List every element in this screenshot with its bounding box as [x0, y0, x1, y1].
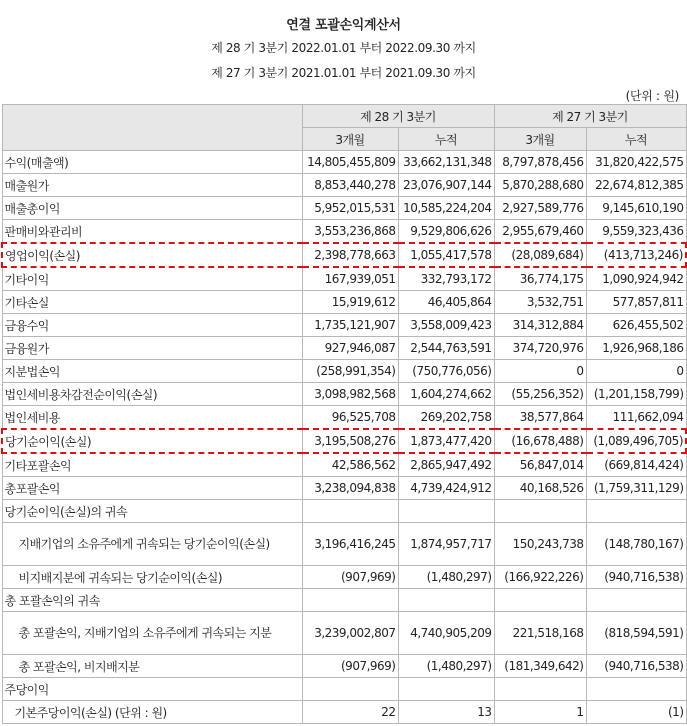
cell-prior-cum: (1,759,311,129): [586, 477, 686, 500]
row-label: 비지배지분에 귀속되는 당기순이익(손실): [2, 566, 302, 589]
row-income-tax: [2, 406, 686, 430]
cell-current-cum: 2,865,947,492: [398, 453, 494, 477]
row-label: 지배기업의 소유주에게 귀속되는 당기순이익(손실): [2, 523, 302, 566]
row-net-income-attribution-header: [2, 500, 686, 523]
row-label: 총포괄손익: [2, 477, 302, 500]
cell-prior-cum: [586, 678, 686, 701]
cell-prior-cum: 22,674,812,385: [586, 174, 686, 197]
row-total-comprehensive-owners: [2, 612, 686, 655]
row-total-comprehensive-nci: [2, 655, 686, 678]
row-other-gains: [2, 267, 686, 291]
cell-prior-cum: (940,716,538): [586, 566, 686, 589]
cell-prior-cum: (669,814,424): [586, 453, 686, 477]
cell-prior-3m: 0: [494, 360, 586, 383]
cell-current-cum: 1,604,274,662: [398, 383, 494, 406]
cell-prior-cum: 0: [586, 360, 686, 383]
cell-current-cum: 23,076,907,144: [398, 174, 494, 197]
cell-prior-3m: 314,312,884: [494, 314, 586, 337]
cell-current-cum: 33,662,131,348: [398, 151, 494, 174]
cell-prior-3m: 2,955,679,460: [494, 220, 586, 244]
cell-prior-3m: 8,797,878,456: [494, 151, 586, 174]
cell-prior-3m: 2,927,589,776: [494, 197, 586, 220]
cell-prior-3m: 1: [494, 701, 586, 724]
cell-current-3m: 22: [302, 701, 398, 724]
cell-prior-cum: 111,662,094: [586, 406, 686, 430]
cell-current-3m: 15,919,612: [302, 291, 398, 314]
row-label: 기본주당이익(손실) (단위 : 원): [2, 701, 302, 724]
cell-current-3m: (258,991,354): [302, 360, 398, 383]
cell-current-3m: 42,586,562: [302, 453, 398, 477]
row-label: 지분법손익: [2, 360, 302, 383]
cell-current-cum: (750,776,056): [398, 360, 494, 383]
cell-current-3m: 167,939,051: [302, 267, 398, 291]
cell-prior-cum: 626,455,502: [586, 314, 686, 337]
period-prior: 제 27 기 3분기 2021.01.01 부터 2021.09.30 까지: [211, 66, 476, 80]
cell-current-3m: [302, 589, 398, 612]
cell-prior-cum: 1,926,968,186: [586, 337, 686, 360]
cell-prior-3m: (166,922,226): [494, 566, 586, 589]
row-cost-of-sales: [2, 174, 686, 197]
row-net-income-nci: [2, 566, 686, 589]
row-label: 기타이익: [2, 267, 302, 291]
income-statement-table: [1, 104, 687, 724]
col-current-3m: 3개월: [302, 128, 398, 151]
cell-current-cum: 1,873,477,420: [398, 429, 494, 453]
cell-current-cum: 269,202,758: [398, 406, 494, 430]
row-total-comprehensive: [2, 477, 686, 500]
cell-prior-cum: 31,820,422,575: [586, 151, 686, 174]
cell-current-cum: 4,740,905,209: [398, 612, 494, 655]
cell-current-3m: 3,553,236,868: [302, 220, 398, 244]
cell-prior-cum: (1,201,158,799): [586, 383, 686, 406]
cell-current-3m: 3,196,416,245: [302, 523, 398, 566]
statement-header: [0, 0, 687, 104]
cell-prior-3m: 3,532,751: [494, 291, 586, 314]
cell-prior-3m: (181,349,642): [494, 655, 586, 678]
row-oci: [2, 453, 686, 477]
cell-current-3m: 8,853,440,278: [302, 174, 398, 197]
cell-prior-3m: 5,870,288,680: [494, 174, 586, 197]
unit-label: (단위 : 원): [625, 89, 679, 103]
cell-current-3m: [302, 500, 398, 523]
cell-current-cum: (1,480,297): [398, 655, 494, 678]
row-net-income-owners: [2, 523, 686, 566]
col-prior-3m: 3개월: [494, 128, 586, 151]
row-total-comprehensive-attribution-header: [2, 589, 686, 612]
cell-current-cum: [398, 589, 494, 612]
row-gross-profit: [2, 197, 686, 220]
col-group-prior: 제 27 기 3분기: [494, 105, 686, 128]
row-label: 법인세비용차감전순이익(손실): [2, 383, 302, 406]
cell-prior-3m: [494, 589, 586, 612]
row-net-income-highlighted: [2, 429, 686, 453]
cell-current-cum: 4,739,424,912: [398, 477, 494, 500]
row-eps-header: [2, 678, 686, 701]
cell-current-cum: (1,480,297): [398, 566, 494, 589]
row-basic-eps: [2, 701, 686, 724]
row-label: 금융수익: [2, 314, 302, 337]
cell-current-3m: 14,805,455,809: [302, 151, 398, 174]
cell-prior-cum: (1,089,496,705): [586, 429, 686, 453]
row-operating-income-highlighted: [2, 243, 686, 267]
cell-current-3m: 1,735,121,907: [302, 314, 398, 337]
row-revenue: [2, 151, 686, 174]
cell-current-cum: 2,544,763,591: [398, 337, 494, 360]
row-label: 매출총이익: [2, 197, 302, 220]
cell-current-3m: 3,195,508,276: [302, 429, 398, 453]
cell-prior-3m: 221,518,168: [494, 612, 586, 655]
cell-prior-cum: (148,780,167): [586, 523, 686, 566]
cell-prior-cum: (413,713,246): [586, 243, 686, 267]
col-group-current: 제 28 기 3분기: [302, 105, 494, 128]
cell-current-cum: 3,558,009,423: [398, 314, 494, 337]
row-label: 매출원가: [2, 174, 302, 197]
cell-current-cum: 10,585,224,204: [398, 197, 494, 220]
row-label: 총 포괄손익, 지배기업의 소유주에게 귀속되는 지분: [2, 612, 302, 655]
row-label: 총 포괄손익의 귀속: [2, 589, 302, 612]
row-label: 당기순이익(손실): [2, 429, 302, 453]
row-label: 판매비와관리비: [2, 220, 302, 244]
corner-cell: [2, 105, 302, 151]
row-label: 주당이익: [2, 678, 302, 701]
cell-prior-cum: 9,145,610,190: [586, 197, 686, 220]
row-label: 금융원가: [2, 337, 302, 360]
row-equity-method: [2, 360, 686, 383]
col-prior-cum: 누적: [586, 128, 686, 151]
cell-prior-3m: 150,243,738: [494, 523, 586, 566]
cell-current-cum: [398, 678, 494, 701]
cell-current-3m: 3,239,002,807: [302, 612, 398, 655]
cell-prior-cum: 9,559,323,436: [586, 220, 686, 244]
cell-prior-cum: [586, 500, 686, 523]
cell-prior-3m: [494, 678, 586, 701]
row-label: 기타손실: [2, 291, 302, 314]
row-pretax-income: [2, 383, 686, 406]
cell-prior-cum: (940,716,538): [586, 655, 686, 678]
cell-current-cum: 46,405,864: [398, 291, 494, 314]
cell-prior-cum: 1,090,924,942: [586, 267, 686, 291]
cell-prior-3m: (28,089,684): [494, 243, 586, 267]
cell-current-3m: 927,946,087: [302, 337, 398, 360]
row-finance-costs: [2, 337, 686, 360]
row-other-losses: [2, 291, 686, 314]
statement-title: 연결 포괄손익계산서: [286, 18, 401, 33]
cell-prior-3m: (16,678,488): [494, 429, 586, 453]
cell-prior-3m: 36,774,175: [494, 267, 586, 291]
col-current-cum: 누적: [398, 128, 494, 151]
cell-current-3m: (907,969): [302, 655, 398, 678]
cell-current-3m: 3,238,094,838: [302, 477, 398, 500]
cell-prior-3m: [494, 500, 586, 523]
cell-current-cum: 1,874,957,717: [398, 523, 494, 566]
cell-current-3m: 3,098,982,568: [302, 383, 398, 406]
cell-current-cum: [398, 500, 494, 523]
cell-current-3m: 96,525,708: [302, 406, 398, 430]
cell-prior-cum: (1): [586, 701, 686, 724]
row-finance-income: [2, 314, 686, 337]
row-label: 기타포괄손익: [2, 453, 302, 477]
row-label: 당기순이익(손실)의 귀속: [2, 500, 302, 523]
row-label: 영업이익(손실): [2, 243, 302, 267]
cell-current-3m: 5,952,015,531: [302, 197, 398, 220]
cell-current-cum: 1,055,417,578: [398, 243, 494, 267]
cell-current-cum: 9,529,806,626: [398, 220, 494, 244]
cell-prior-3m: 40,168,526: [494, 477, 586, 500]
cell-current-3m: 2,398,778,663: [302, 243, 398, 267]
row-label: 총 포괄손익, 비지배지분: [2, 655, 302, 678]
period-current: 제 28 기 3분기 2022.01.01 부터 2022.09.30 까지: [211, 41, 476, 55]
row-label: 수익(매출액): [2, 151, 302, 174]
cell-prior-3m: (55,256,352): [494, 383, 586, 406]
cell-prior-3m: 374,720,976: [494, 337, 586, 360]
cell-prior-cum: [586, 589, 686, 612]
row-sga: [2, 220, 686, 244]
cell-current-3m: (907,969): [302, 566, 398, 589]
cell-current-cum: 332,793,172: [398, 267, 494, 291]
cell-prior-3m: 38,577,864: [494, 406, 586, 430]
cell-current-3m: [302, 678, 398, 701]
cell-prior-3m: 56,847,014: [494, 453, 586, 477]
cell-prior-cum: (818,594,591): [586, 612, 686, 655]
row-label: 법인세비용: [2, 406, 302, 430]
cell-prior-cum: 577,857,811: [586, 291, 686, 314]
cell-current-cum: 13: [398, 701, 494, 724]
